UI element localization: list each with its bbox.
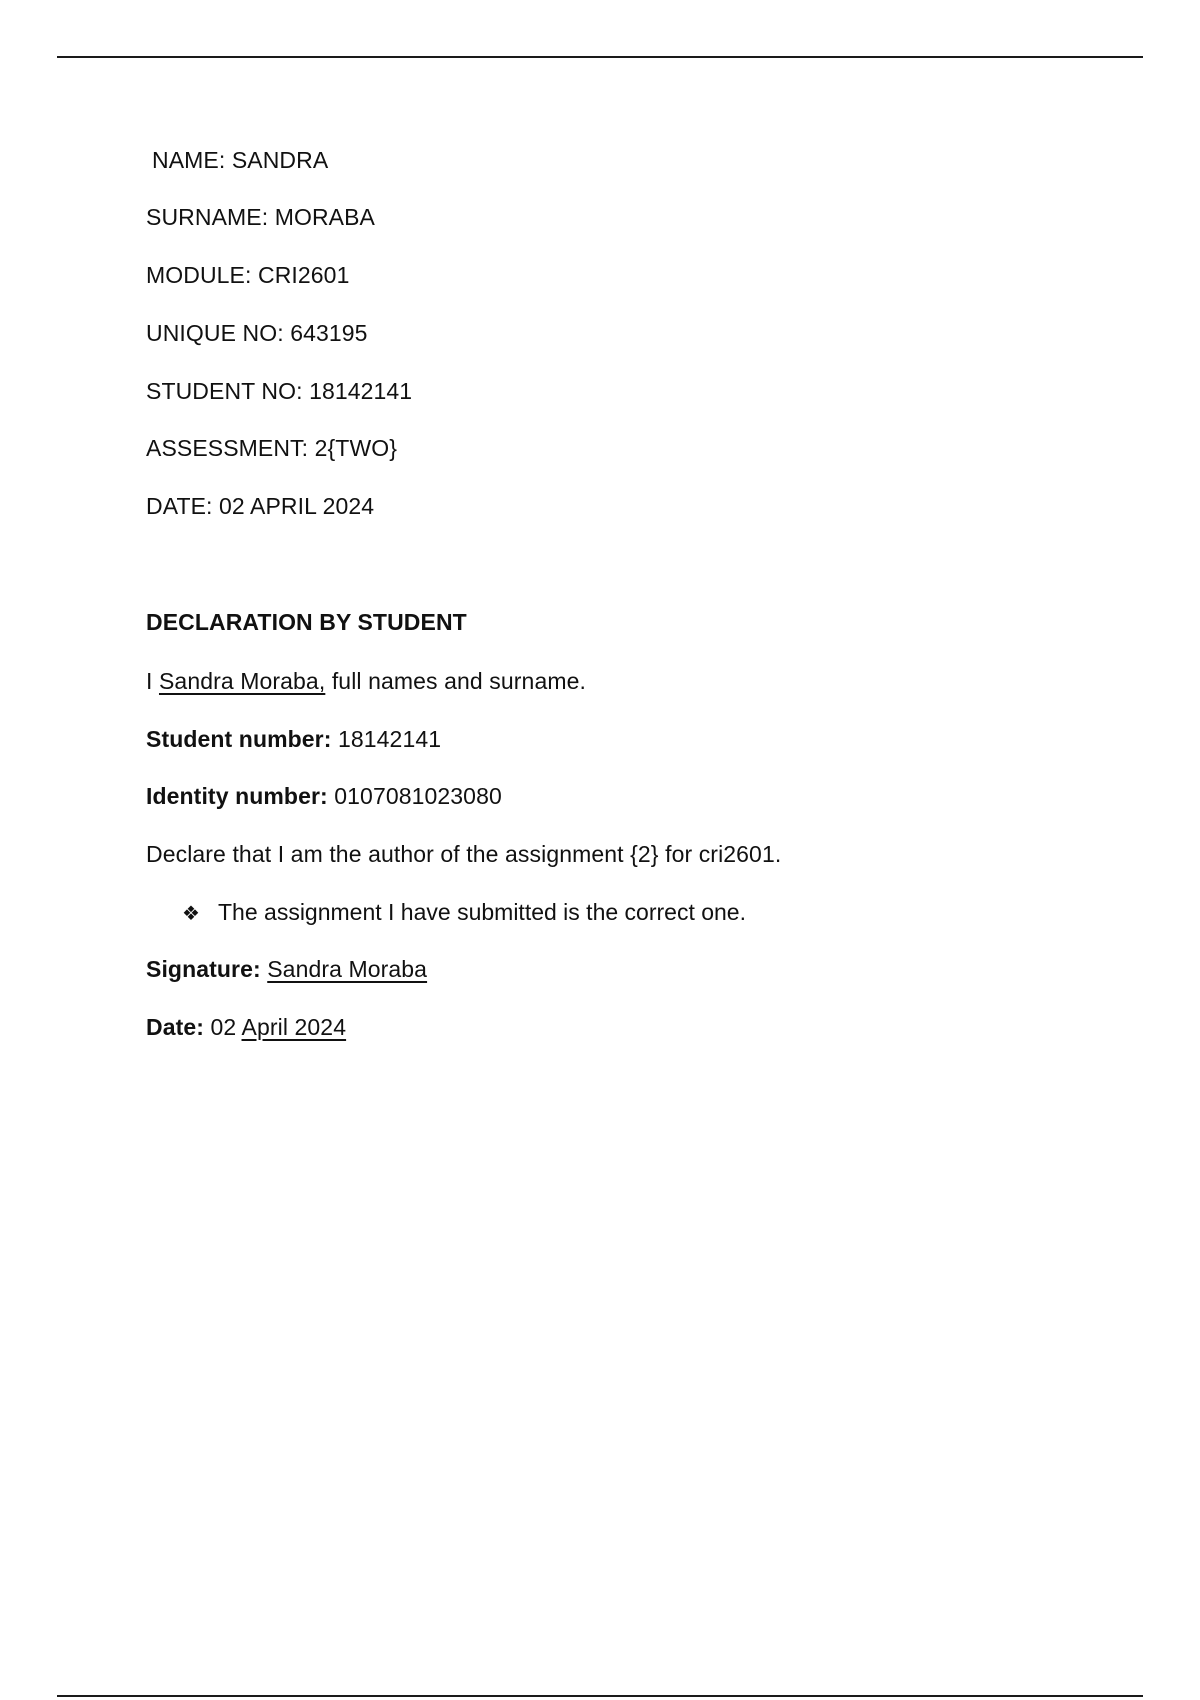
bottom-rule [57,1695,1143,1697]
date-line: DATE: 02 APRIL 2024 [146,493,375,519]
date-day: 02 [204,1014,242,1040]
module-line: MODULE: CRI2601 [146,262,350,288]
signature-line [146,955,427,983]
declaration-intro [146,667,586,695]
student-number-label: Student number: [146,726,332,752]
unique-no-line: UNIQUE NO: 643195 [146,320,368,346]
bullet-text: The assignment I have submitted is the correct one. [218,899,746,925]
date-label: Date: [146,1014,205,1040]
student-number-line [146,725,441,753]
signature-label: Signature: [146,956,261,982]
declaration-heading: DECLARATION BY STUDENT [146,609,467,635]
assessment-line: ASSESSMENT: 2{TWO} [146,435,398,461]
intro-name: Sandra Moraba, [158,668,326,694]
identity-number-line [146,782,502,810]
top-rule [57,56,1143,58]
declaration-date-line [146,1013,346,1041]
surname-line: SURNAME: MORABA [146,204,375,230]
declaration-statement: Declare that I am the author of the assignment {2} for cri2601. [146,841,782,867]
name-line: NAME: SANDRA [152,147,329,173]
student-no-line: STUDENT NO: 18142141 [146,378,413,404]
date-month-year: April 2024 [241,1014,347,1040]
identity-number-label: Identity number: [146,783,328,809]
intro-suffix: full names and surname. [325,668,586,694]
identity-number-value: 0107081023080 [327,783,502,809]
bullet-item [182,898,746,928]
student-number-value: 18142141 [331,726,442,752]
signature-value: Sandra Moraba [267,956,428,982]
intro-prefix: I [146,668,159,694]
diamond-bullet-icon: ❖ [182,903,200,925]
